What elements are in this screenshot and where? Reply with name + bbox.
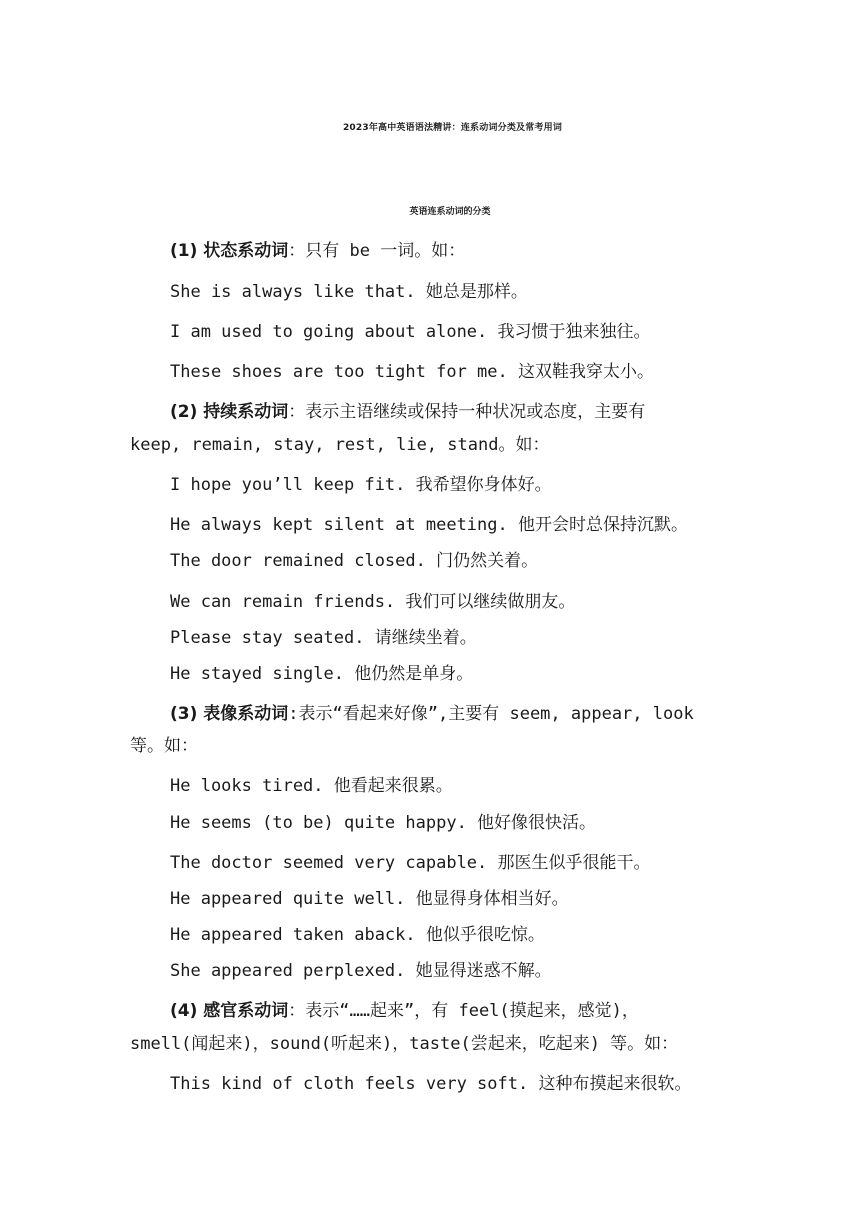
example-sentence: She appeared perplexed. 她显得迷惑不解。 [170, 961, 552, 981]
example-sentence: We can remain friends. 我们可以继续做朋友。 [170, 592, 576, 612]
paragraph-seeming-linking-verbs [170, 701, 694, 727]
document-title: 2023年高中英语语法精讲：连系动词分类及常考用词 [342, 123, 563, 133]
paragraph-text: ：只有 be 一词。如： [288, 241, 466, 261]
example-sentence: He always kept silent at meeting. 他开会时总保持沉默。 [170, 515, 688, 535]
paragraph-text: :表示“看起来好像”,主要有 seem, appear, look [288, 704, 694, 724]
example-sentence: The door remained closed. 门仍然关着。 [170, 551, 539, 571]
paragraph-text: ：表示主语继续或保持一种状况或态度，主要有 [288, 402, 646, 422]
example-sentence: I hope you’ll keep fit. 我希望你身体好。 [170, 475, 552, 495]
example-sentence: He seems (to be) quite happy. 他好像很快活。 [170, 813, 597, 833]
section-heading: 英语连系动词的分类 [409, 207, 491, 217]
example-sentence: He appeared taken aback. 他似乎很吃惊。 [170, 925, 545, 945]
example-sentence: These shoes are too tight for me. 这双鞋我穿太小。 [170, 362, 654, 382]
category-label: (4) 感官系动词 [170, 1001, 289, 1021]
example-sentence: This kind of cloth feels very soft. 这种布摸起来很软。 [170, 1074, 692, 1094]
example-sentence: Please stay seated. 请继续坐着。 [170, 628, 477, 648]
category-label: (1) 状态系动词 [170, 241, 289, 261]
paragraph-continuing-linking-verbs [170, 399, 645, 425]
paragraph-sense-linking-verbs [170, 998, 639, 1024]
paragraph-state-linking-verbs [170, 238, 465, 264]
paragraph-continuation: 等。如： [130, 736, 198, 756]
category-label: (2) 持续系动词 [170, 402, 289, 422]
example-sentence: He looks tired. 他看起来很累。 [170, 776, 453, 796]
example-sentence: The doctor seemed very capable. 那医生似乎很能干。 [170, 853, 651, 873]
category-label: (3) 表像系动词 [170, 704, 289, 724]
paragraph-continuation: keep, remain, stay, rest, lie, stand。如： [130, 435, 550, 455]
example-sentence: He appeared quite well. 他显得身体相当好。 [170, 889, 569, 909]
paragraph-continuation: smell(闻起来)，sound(听起来)，taste(尝起来，吃起来) 等。如： [130, 1034, 679, 1054]
example-sentence: He stayed single. 他仍然是单身。 [170, 664, 474, 684]
paragraph-text: ：表示“……起来”，有 feel(摸起来，感觉)， [288, 1001, 639, 1021]
example-sentence: I am used to going about alone. 我习惯于独来独往。 [170, 322, 651, 342]
example-sentence: She is always like that. 她总是那样。 [170, 282, 528, 302]
